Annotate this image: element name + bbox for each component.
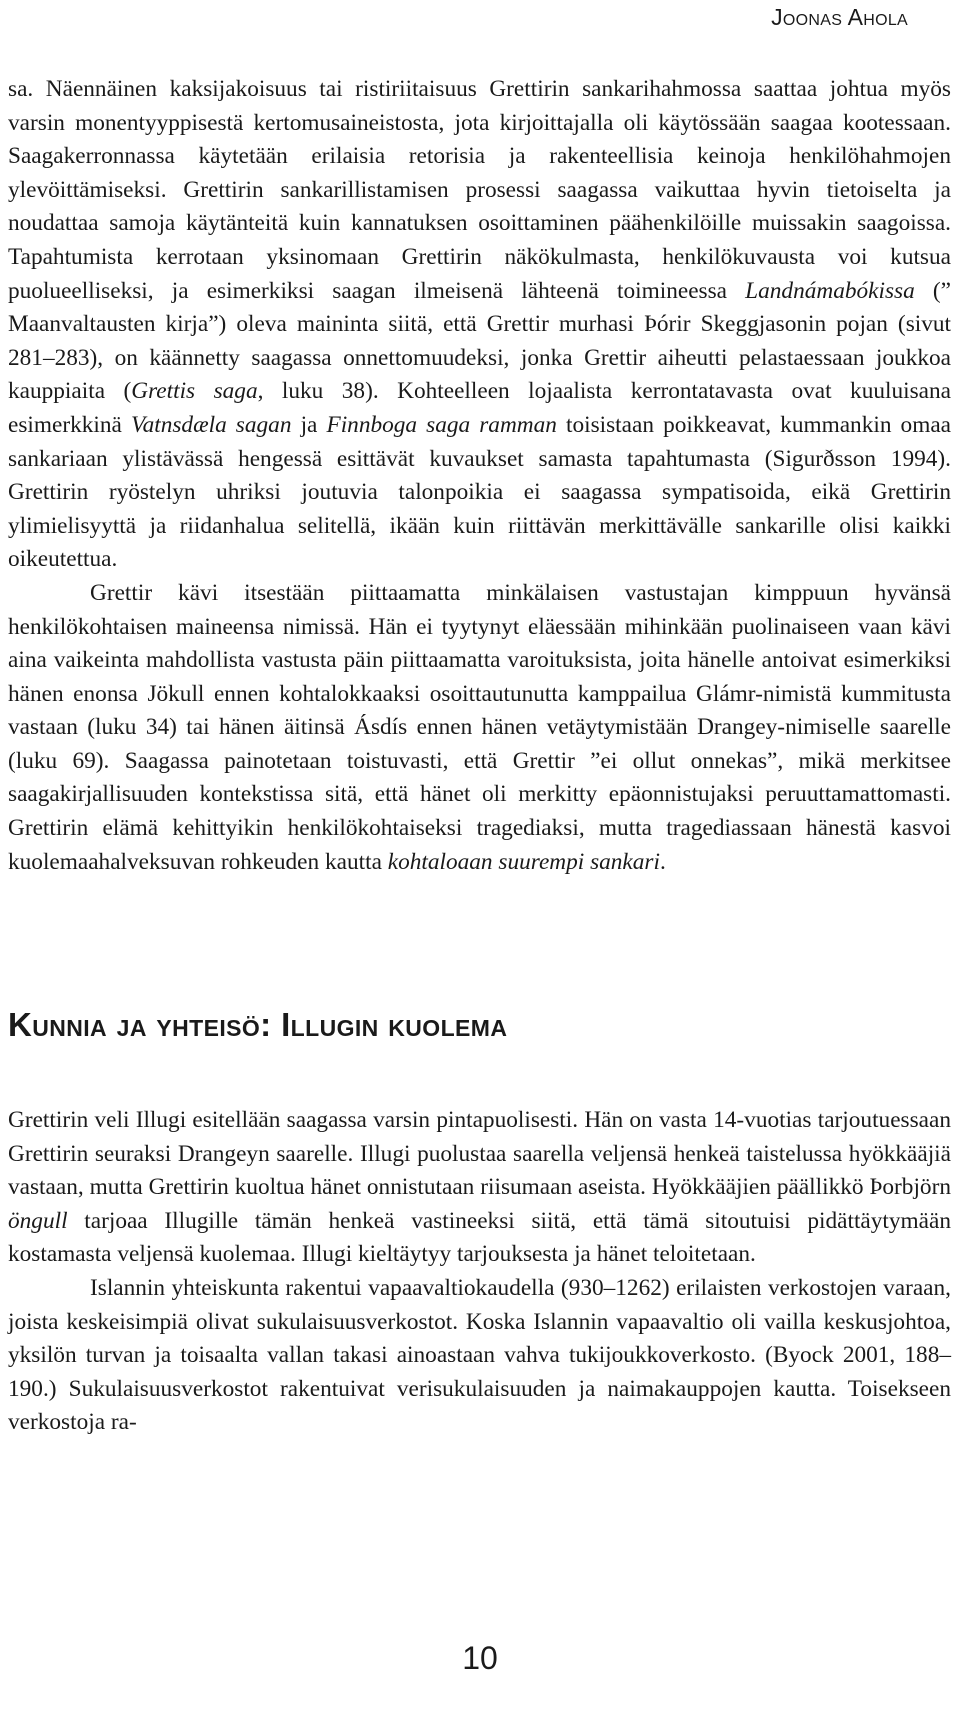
italic-run: Vatnsdæla sagan [130,411,292,438]
italic-run: Grettis saga [131,378,258,405]
text-run: ja [291,411,327,438]
section-heading: Kunnia ja yhteisö: Illugin kuolema [8,1006,508,1043]
paragraph [8,1104,951,1272]
italic-run: Landnámabókissa [745,277,915,304]
text-run: toisistaan poikkeavat, kummankin omaa sankariaan ylistävässä hengessä esittävät kuvaukset samasta tapahtumasta (Sigurðsson 1994). Grettirin ryöstelyn uhriksi joutuvia talonpoikia ei saagassa sympatisoida, eikä Grettirin ylimielisyyttä ja riidanhalua selitellä, ikään kuin riittävän merkittävälle sankarille olisi kaikki oikeutettua. [8,411,952,573]
text-run: tarjoaa Illugille tämän henkeä vastineeksi siitä, että tämä sitoutuisi pidättäytymään kostamasta veljensä kuolemaa. Illugi kieltäytyy tarjouksesta ja hänet teloitetaan. [8,1207,951,1268]
text-block-1 [8,73,951,879]
italic-run: Finnboga saga ramman [326,411,557,438]
text-run: Islannin yhteiskunta rakentui vapaavaltiokaudella (930–1262) erilaisten verkostojen varaan, joista keskeisimpiä olivat sukulaisuusverkostot. Koska Islannin vapaavaltio oli vailla keskusjohtoa, yksilön turvan ja toisaalta vallan takasi ainoastaan vahva tukijoukkoverkosto. (Byock 2001, 188–190.) Sukulaisuusverkostot rakentuivat verisukulaisuuden ja naimakauppojen kautta. Toisekseen verkostoja ra- [8,1274,951,1436]
page-number: 10 [462,1640,498,1676]
text-run: Grettir kävi itsestään piittaamatta minkälaisen vastustajan kimppuun hyvänsä henkilökohtaisen maineensa nimissä. Hän ei tyytynyt eläessään mihinkään puolinaiseen vaan kävi aina vaikeinta mahdollista vastusta päin piittaamatta varoituksista, joita hänelle antoivat esimerkiksi hänen enonsa Jökull ennen kohtalokkaaksi osoittautunutta kamppailua Glámr-nimistä kummitusta vastaan (luku 34) tai hänen äitinsä Ásdís ennen hänen vetäytymistään Drangey-nimiselle saarelle (luku 69). Saagassa painotetaan toistuvasti, että Grettir ”ei ollut onnekas”, mikä merkitsee saagakirjallisuuden kontekstissa sitä, että hänet oli merkitty epäonnistujaksi peruuttamattomasti. Grettirin elämä kehittyikin henkilökohtaiseksi tragediaksi, mutta tragediassaan hänestä kasvoi kuolemaahalveksuvan rohkeuden kautta [8,579,951,875]
paragraph [8,73,951,577]
running-head-author: Joonas Ahola [771,4,908,30]
italic-run: öngull [8,1207,68,1234]
text-run: , luku 38). Kohteelleen lojaalista kerrontatavasta ovat kuuluisana esimerkkinä [8,378,951,438]
text-run: Grettirin veli Illugi esitellään saagassa varsin pintapuolisesti. Hän on vasta 14-vuotias tarjoutuessaan Grettirin seuraksi Drangeyn saarelle. Illugi puolustaa saarella veljensä henkeä taistelussa hyökkääjiä vastaan, mutta Grettirin kuoltua hänet onnistutaan riisumaan aseista. Hyökkääjien päällikkö Þorbjörn [8,1107,951,1201]
paragraph [8,1272,951,1440]
text-run: . [659,848,666,875]
italic-run: kohtaloaan suurempi sankari [387,848,660,875]
text-block-2 [8,1104,951,1440]
paragraph [8,577,951,879]
text-run: sa. Näennäinen kaksijakoisuus tai ristiriitaisuus Grettirin sankarihahmossa saattaa johtua myös varsin monentyyppisestä kertomusaineistosta, jota kirjoittajalla oli käytössään saagaa kootessaan. Saagakerronnassa käytetään erilaisia retorisia ja rakenteellisia keinoja henkilöhahmojen ylevöittämiseksi. Grettirin sankarillistamisen prosessi saagassa vaikuttaa hyvin tietoiselta ja noudattaa samoja käytänteitä kuin kannatuksen osoittaminen päähenkilöille muissakin saagoissa. Tapahtumista kerrotaan yksinomaan Grettirin näkökulmasta, henkilökuvausta voi kutsua puolueelliseksi, ja esimerkiksi saagan ilmeisenä lähteenä toimineessa [8,76,951,304]
text-run: (” Maanvaltausten kirja”) oleva maininta siitä, että Grettir murhasi Þórir Skeggjasonin pojan (sivut 281–283), on käännetty saagassa onnettomuudeksi, jonka Grettir aiheutti pelastaessaan joukkoa kauppiaita ( [8,277,951,405]
